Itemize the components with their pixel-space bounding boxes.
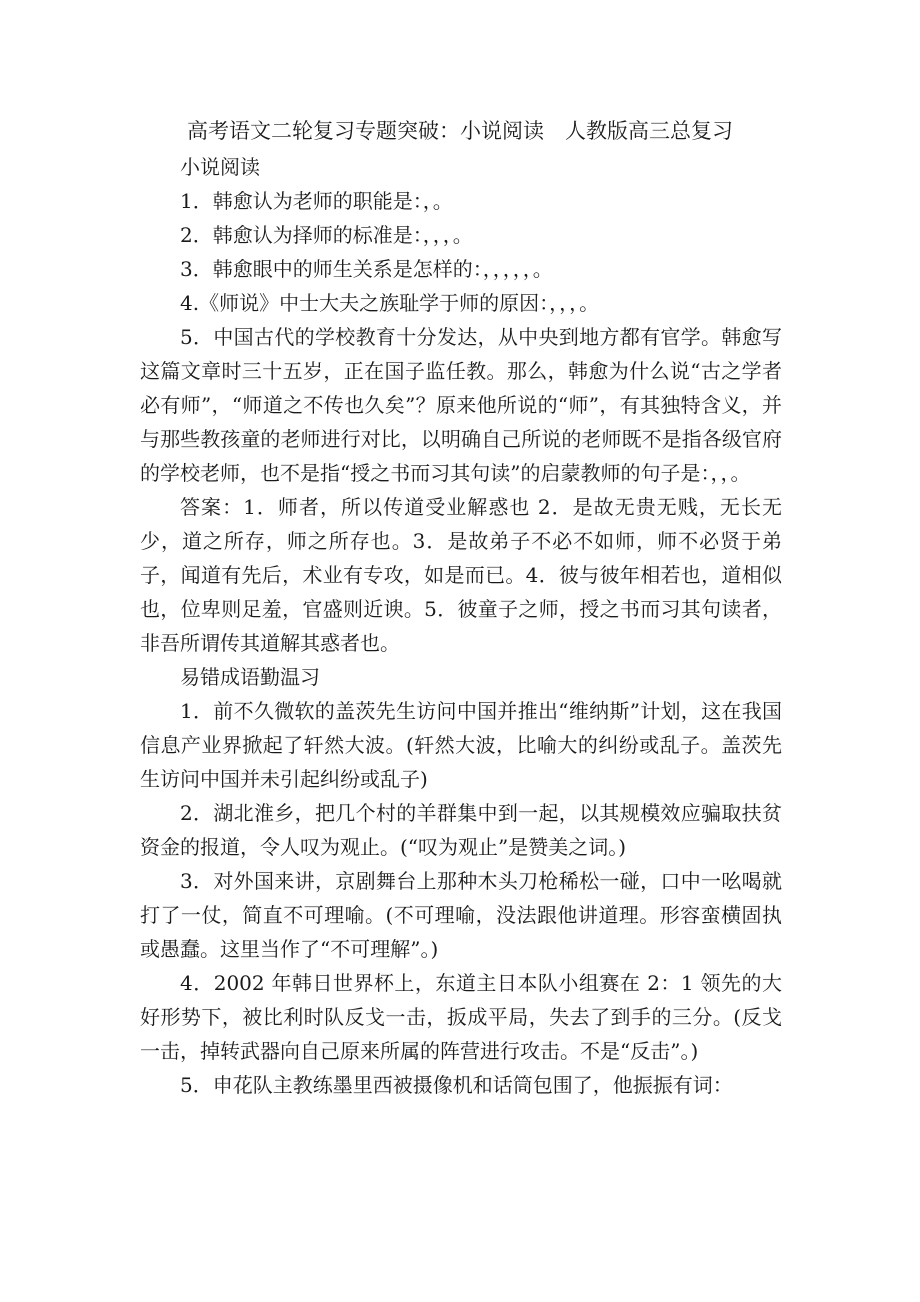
question-4: 4.《师说》中士大夫之族耻学于师的原因：，，，。 [180,291,600,315]
idiom-item-5: 5．申花队主教练墨里西被摄像机和话筒包围了，他振振有词： [180,1073,733,1097]
answer-paragraph: 答案：1．师者，所以传道受业解惑也 2．是故无贵无贱，无长无少，道之所存，师之所存也。3．是故弟子不必不如师，师不必贤于弟子，闻道有先后，术业有专攻，如是而已。4．彼与彼年相若也，道相似也，位卑则足羞，官盛则近谀。5．彼童子之师，授之书而习其句读者，非吾所谓传其道解其惑者也。 [140,495,782,655]
document-body [140,150,782,1102]
question-2: 2．韩愈认为择师的标准是：，，，。 [180,223,473,247]
question-3: 3．韩愈眼中的师生关系是怎样的：，，，，，。 [180,257,553,281]
question-1: 1．韩愈认为老师的职能是：，。 [180,189,453,213]
idiom-item-3: 3．对外国来讲，京剧舞台上那种木头刀枪稀松一碰，口中一吆喝就打了一仗，简直不可理喻。(不可理喻，没法跟他讲道理。形容蛮横固执或愚蠢。这里当作了“不可理解”。) [140,869,782,961]
idiom-item-2: 2．湖北淮乡，把几个村的羊群集中到一起，以其规模效应骗取扶贫资金的报道，令人叹为观止。(“叹为观止”是赞美之词。) [140,801,782,859]
question-5: 5．中国古代的学校教育十分发达，从中央到地方都有官学。韩愈写这篇文章时三十五岁，正在国子监任教。那么，韩愈为什么说“古之学者必有师”，“师道之不传也久矣”？原来他所说的“师”，有其独特含义，并与那些教孩童的老师进行对比，以明确自己所说的老师既不是指各级官府的学校老师，也不是指“授之书而习其句读”的启蒙教师的句子是：，，。 [140,325,782,485]
document-title: 高考语文二轮复习专题突破：小说阅读 人教版高三总复习 [187,119,733,143]
idiom-item-1: 1．前不久微软的盖茨先生访问中国并推出“维纳斯”计划，这在我国信息产业界掀起了轩然大波。(轩然大波，比喻大的纠纷或乱子。盖茨先生访问中国并未引起纠纷或乱子) [140,699,782,791]
section-heading: 小说阅读 [180,155,260,179]
section-heading-idioms: 易错成语勤温习 [180,665,320,689]
idiom-item-4: 4．2002 年韩日世界杯上，东道主日本队小组赛在 2：1 领先的大好形势下，被比利时队反戈一击，扳成平局，失去了到手的三分。(反戈一击，掉转武器向自己原来所属的阵营进行攻击。不是“反击”。) [140,971,782,1063]
